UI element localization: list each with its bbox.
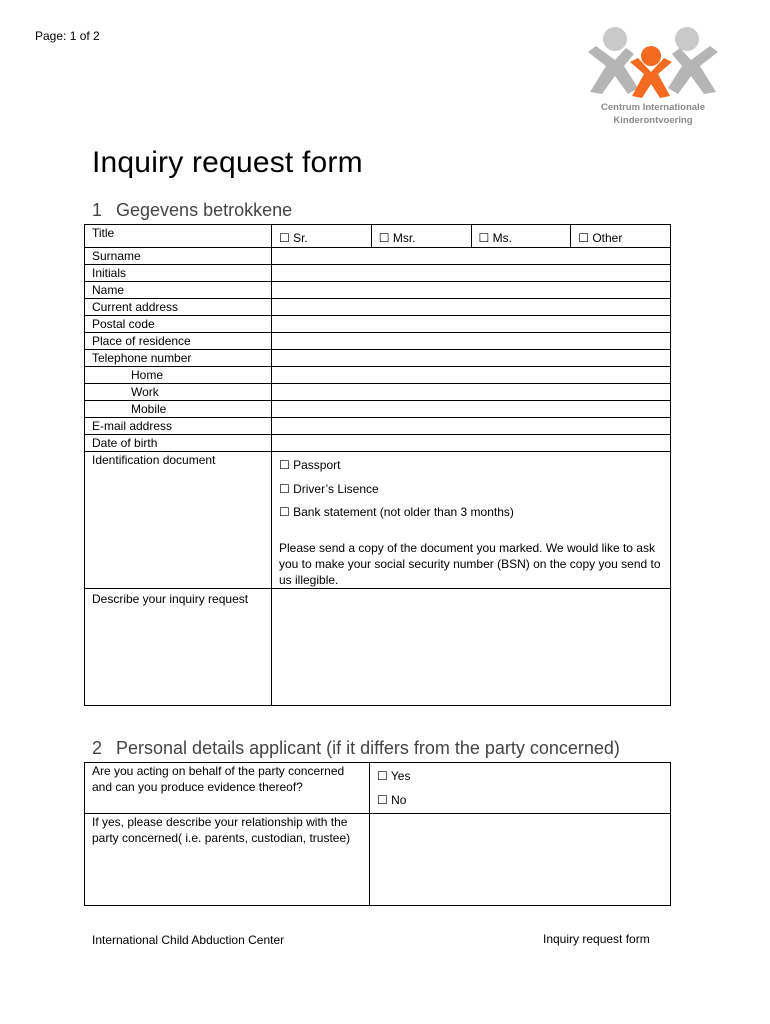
name-field[interactable] xyxy=(272,282,671,299)
section2-title: Personal details applicant (if it differs from the party concerned) xyxy=(116,738,620,758)
field-label: Mobile xyxy=(85,401,272,418)
title-option-sr[interactable]: ☐ Sr. xyxy=(272,225,372,248)
id-option-bank-statement[interactable]: ☐ Bank statement (not older than 3 months) xyxy=(279,505,514,519)
id-option-drivers-license[interactable]: ☐ Driver’s Lisence xyxy=(279,482,379,496)
field-label: Postal code xyxy=(85,316,272,333)
field-label: Place of residence xyxy=(85,333,272,350)
title-label: Title xyxy=(85,225,272,248)
page-title: Inquiry request form xyxy=(92,146,363,179)
field-label: Initials xyxy=(85,265,272,282)
place-of-residence-field[interactable] xyxy=(272,333,671,350)
logo-text-line2: Kinderontvoering xyxy=(613,115,693,126)
date-of-birth-field[interactable] xyxy=(272,435,671,452)
email-field[interactable] xyxy=(272,418,671,435)
logo-text-line1: Centrum Internationale xyxy=(601,102,705,113)
id-document-note: Please send a copy of the document you marked. We would like to ask you to make your social security number (BSN) on the copy you send to us illegible. xyxy=(279,541,661,587)
id-document-label: Identification document xyxy=(85,452,272,589)
id-document-cell xyxy=(272,452,671,589)
field-label: Surname xyxy=(85,248,272,265)
page-number: Page: 1 of 2 xyxy=(35,29,100,43)
relationship-question: If yes, please describe your relationship with the party concerned( i.e. parents, custodian, trustee) xyxy=(85,814,370,906)
organization-logo xyxy=(578,22,728,132)
acting-on-behalf-question: Are you acting on behalf of the party concerned and can you produce evidence thereof? xyxy=(85,763,370,814)
footer-document-title: Inquiry request form xyxy=(543,932,650,946)
section1-heading xyxy=(92,200,292,221)
inquiry-description-field[interactable] xyxy=(272,589,671,706)
title-option-ms[interactable]: ☐ Ms. xyxy=(471,225,571,248)
field-label: E-mail address xyxy=(85,418,272,435)
section1-title: Gegevens betrokkene xyxy=(116,200,293,220)
option-yes[interactable]: ☐ Yes xyxy=(377,769,411,783)
title-option-other[interactable]: ☐ Other xyxy=(571,225,671,248)
section1-table xyxy=(84,224,671,706)
home-phone-field[interactable] xyxy=(272,367,671,384)
field-label: Current address xyxy=(85,299,272,316)
initials-field[interactable] xyxy=(272,265,671,282)
section2-number: 2 xyxy=(92,738,103,758)
section2-table xyxy=(84,762,671,906)
mobile-phone-field[interactable] xyxy=(272,401,671,418)
option-no[interactable]: ☐ No xyxy=(377,793,407,807)
field-label: Name xyxy=(85,282,272,299)
section1-number: 1 xyxy=(92,200,103,220)
surname-field[interactable] xyxy=(272,248,671,265)
field-label: Date of birth xyxy=(85,435,272,452)
section2-heading xyxy=(92,738,620,759)
acting-on-behalf-options xyxy=(370,763,671,814)
logo-figures-icon xyxy=(578,22,728,100)
field-label: Home xyxy=(85,367,272,384)
field-label: Telephone number xyxy=(85,350,272,367)
relationship-description-field[interactable] xyxy=(370,814,671,906)
inquiry-label: Describe your inquiry request xyxy=(85,589,272,706)
id-option-passport[interactable]: ☐ Passport xyxy=(279,458,341,472)
telephone-field[interactable] xyxy=(272,350,671,367)
current-address-field[interactable] xyxy=(272,299,671,316)
footer-organization: International Child Abduction Center xyxy=(92,933,285,947)
work-phone-field[interactable] xyxy=(272,384,671,401)
field-label: Work xyxy=(85,384,272,401)
postal-code-field[interactable] xyxy=(272,316,671,333)
title-option-msr[interactable]: ☐ Msr. xyxy=(371,225,471,248)
